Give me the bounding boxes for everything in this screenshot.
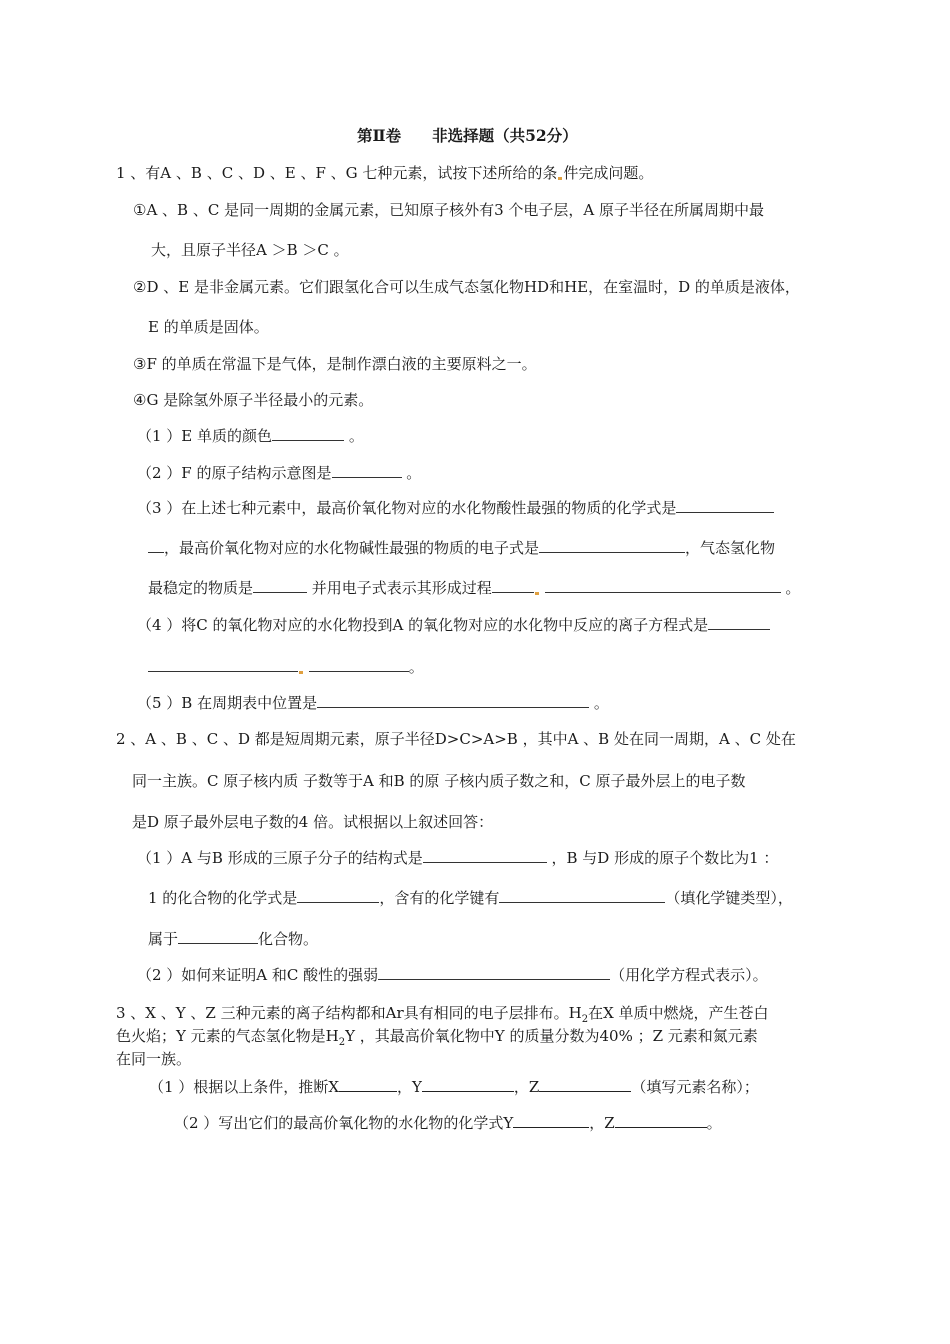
answer-blank[interactable]: [297, 888, 379, 903]
q3-intro-cont: 色火焰；Y 元素的气态氢化物是$H_2Y$ ，其最高价氧化物中Y 的质量分数为40% ；Z 元素和氮元素: [116, 1027, 758, 1048]
answer-blank[interactable]: [539, 1077, 631, 1092]
answer-blank[interactable]: [545, 578, 781, 593]
answer-blank[interactable]: [317, 693, 589, 708]
answer-blank[interactable]: [309, 657, 409, 672]
q1-condition-3: ③F 的单质在常温下是气体，是制作漂白液的主要原料之一。: [133, 355, 537, 373]
mark-dot: [535, 592, 539, 595]
section-title: 第Ⅱ卷 非选择题（共52分）: [357, 126, 578, 145]
q1-part-5: （5 ）B 在周期表中位置是 。: [137, 694, 609, 712]
answer-blank[interactable]: [492, 578, 534, 593]
q1-part-3: （3 ）在上述七种元素中，最高价氧化物对应的水化物酸性最强的物质的化学式是: [137, 498, 774, 518]
q1-condition-1: ①A 、B 、C 是同一周期的金属元素，已知原子核外有3 个电子层，A 原子半径在所属周期中最: [133, 201, 764, 219]
q1-part-4: （4 ）将C 的氧化物对应的水化物投到A 的氧化物对应的水化物中反应的离子方程式是: [137, 615, 770, 635]
answer-blank[interactable]: [378, 965, 610, 980]
q1-part-4-cont: 。: [148, 657, 424, 677]
answer-blank[interactable]: [339, 1077, 397, 1092]
q1-condition-2-cont: E 的单质是固体。: [148, 318, 269, 336]
answer-blank[interactable]: [499, 888, 665, 903]
q2-part-1: （1 ）A 与B 形成的三原子分子的结构式是 ，B 与D 形成的原子个数比为1 ：: [137, 849, 779, 867]
q2-intro-cont2: 是D 原子最外层电子数的4 倍。试根据以上叙述回答：: [132, 813, 494, 831]
answer-blank[interactable]: [332, 463, 402, 478]
q2-part-2: （2 ）如何来证明A 和C 酸性的强弱 （用化学方程式表示）。: [137, 966, 768, 984]
answer-blank[interactable]: [178, 929, 258, 944]
answer-blank[interactable]: [422, 1077, 514, 1092]
answer-blank[interactable]: [253, 578, 307, 593]
answer-blank[interactable]: [272, 426, 344, 441]
q2-part-1-cont2: 属于 化合物。: [148, 930, 319, 948]
q3-intro-cont2: 在同一族。: [116, 1050, 192, 1068]
answer-blank[interactable]: [676, 498, 774, 513]
answer-blank[interactable]: [148, 538, 164, 553]
mark-dot: [558, 177, 562, 180]
q1-part-2: （2 ）F 的原子结构示意图是 。: [137, 464, 422, 482]
answer-blank[interactable]: [539, 538, 685, 553]
q1-intro: 1 、有A 、B 、C 、D 、E 、F 、G 七种元素，试按下述所给的条 件完成问题。: [116, 164, 654, 182]
q1-part-1: （1 ）E 单质的颜色 。: [137, 427, 364, 445]
q1-condition-2: ②D 、E 是非金属元素。它们跟氢化合可以生成气态氢化物HD和HE，在室温时，D 的单质是液体，: [133, 278, 800, 296]
q1-part-3-cont: ，最高价氧化物对应的水化物碱性最强的物质的电子式是 ，气态氢化物: [148, 538, 775, 558]
q3-intro: 3 、X 、Y 、Z 三种元素的离子结构都和Ar具有相同的电子层排布。$H_2$在X 单质中燃烧，产生苍白: [116, 1004, 769, 1025]
answer-blank[interactable]: [423, 848, 547, 863]
q2-intro-cont: 同一主族。C 原子核内质 子数等于A 和B 的原 子核内质子数之和，C 原子最外层上的电子数: [132, 772, 746, 790]
q3-part-2: （2 ）写出它们的最高价氧化物的水化物的化学式Y ，Z 。: [174, 1114, 722, 1132]
answer-blank[interactable]: [513, 1113, 589, 1128]
answer-blank[interactable]: [615, 1113, 707, 1128]
q1-part-3-cont2: 最稳定的物质是 并用电子式表示其形成过程 。: [148, 579, 801, 597]
answer-blank[interactable]: [708, 615, 770, 630]
answer-blank[interactable]: [148, 657, 298, 672]
q2-part-1-cont: 1 的化合物的化学式是 ，含有的化学键有 （填化学键类型），: [148, 889, 793, 907]
q2-intro: 2 、A 、B 、C 、D 都是短周期元素，原子半径D>C>A>B ，其中A 、B 处在同一周期，A 、C 处在: [116, 730, 796, 748]
q1-condition-1-cont: 大，且原子半径A ＞B ＞C 。: [151, 241, 349, 259]
q1-condition-4: ④G 是除氢外原子半径最小的元素。: [133, 391, 374, 409]
mark-dot: [299, 671, 303, 674]
q3-part-1: （1 ）根据以上条件，推断X ，Y ，Z （填写元素名称）；: [149, 1078, 759, 1096]
